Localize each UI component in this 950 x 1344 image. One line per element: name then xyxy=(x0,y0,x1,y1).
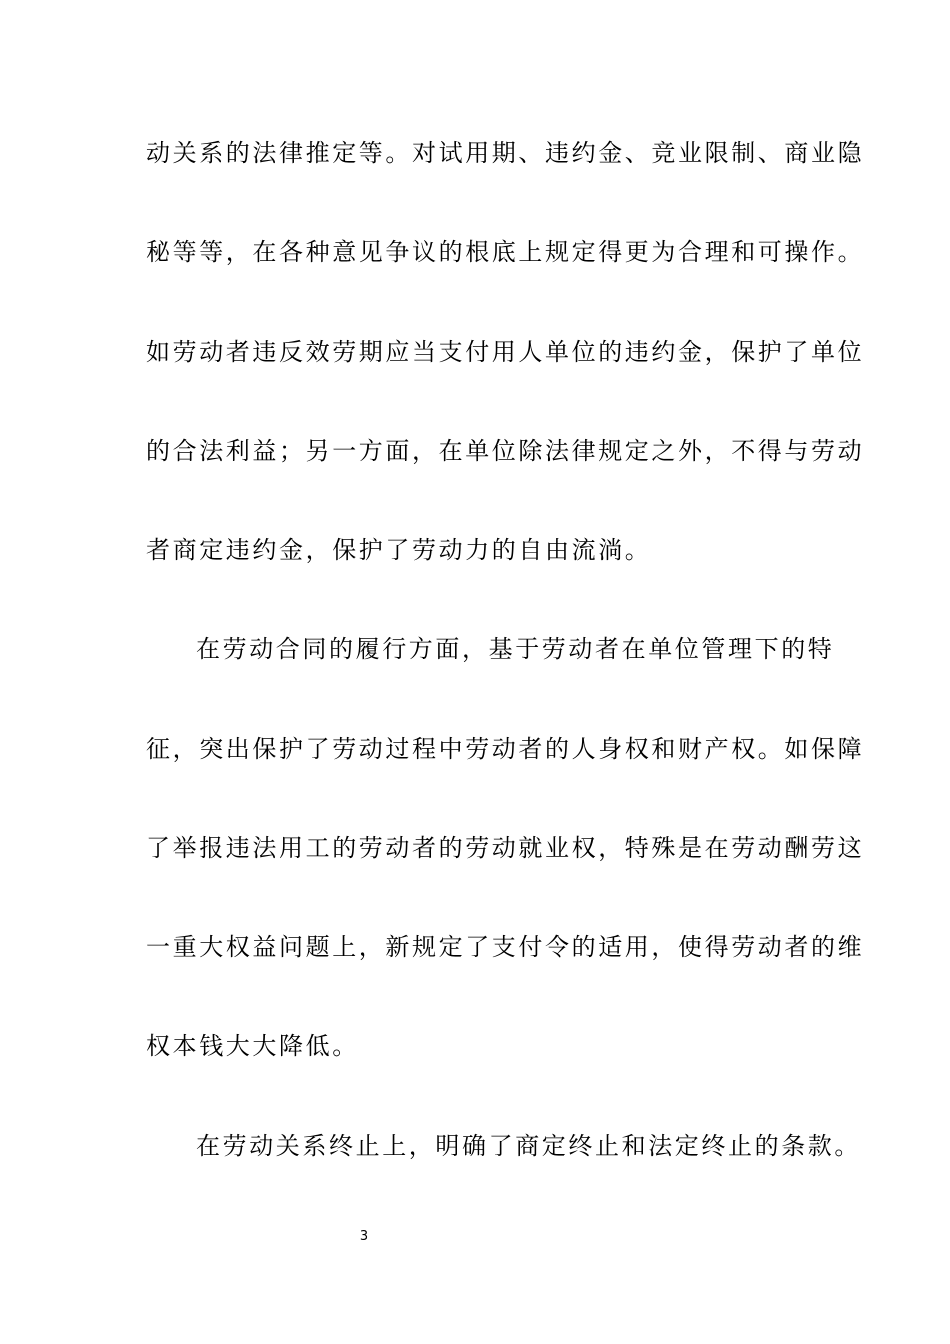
text-line-4: 的合法利益；另一方面，在单位除法律规定之外，不得与劳动 xyxy=(146,437,865,465)
text-line-8: 了举报违法用工的劳动者的劳动就业权，特殊是在劳动酬劳这 xyxy=(146,834,865,862)
text-line-7: 征，突出保护了劳动过程中劳动者的人身权和财产权。如保障 xyxy=(146,735,865,763)
text-line-1: 动关系的法律推定等。对试用期、违约金、竞业限制、商业隐 xyxy=(146,139,865,167)
text-line-9: 一重大权益问题上，新规定了支付令的适用，使得劳动者的维 xyxy=(146,933,865,961)
text-line-10: 权本钱大大降低。 xyxy=(146,1032,359,1060)
text-line-6: 在劳动合同的履行方面，基于劳动者在单位管理下的特 xyxy=(196,635,835,663)
text-line-11: 在劳动关系终止上，明确了商定终止和法定终止的条款。 xyxy=(196,1132,861,1160)
page-number: 3 xyxy=(359,1229,369,1244)
text-line-3: 如劳动者违反效劳期应当支付用人单位的违约金，保护了单位 xyxy=(146,338,865,366)
text-line-2: 秘等等，在各种意见争议的根底上规定得更为合理和可操作。 xyxy=(146,238,865,266)
text-line-5: 者商定违约金，保护了劳动力的自由流淌。 xyxy=(146,536,652,564)
